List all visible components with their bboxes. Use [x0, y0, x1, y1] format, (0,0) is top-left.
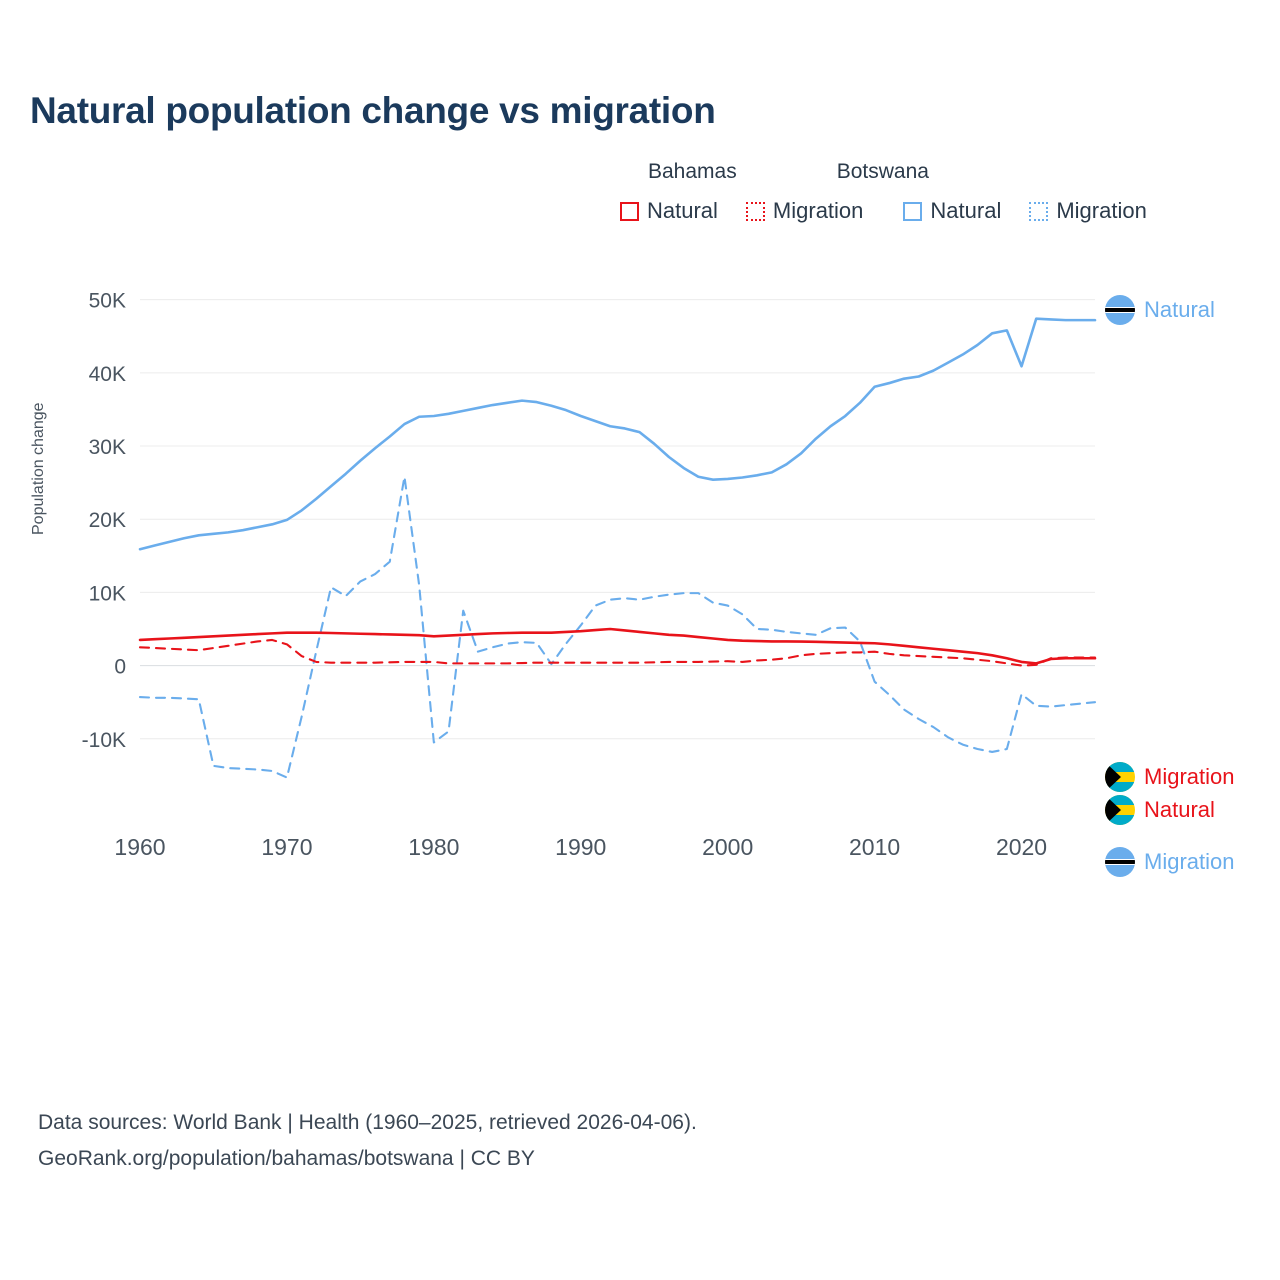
x-tick-label: 2010 — [849, 834, 901, 860]
end-label-text: Migration — [1144, 849, 1235, 874]
chart-plot-area — [0, 255, 1280, 1055]
legend-label: Migration — [1056, 198, 1147, 223]
legend-group-bahamas: Bahamas — [648, 160, 737, 183]
legend-label: Migration — [772, 198, 864, 223]
y-tick-label: 40K — [88, 362, 126, 386]
x-tick-label: 1980 — [408, 834, 460, 860]
end-label-botswana-natural — [1105, 295, 1215, 325]
y-tick-label: 20K — [88, 509, 126, 533]
legend-group-botswana: Botswana — [836, 160, 929, 183]
footer-line-sources: Data sources: World Bank | Health (1960–2025, retrieved 2026-04-06). — [38, 1111, 697, 1134]
x-tick-label: 1960 — [114, 834, 166, 860]
footer-line-attribution: GeoRank.org/population/bahamas/botswana | CC BY — [38, 1147, 535, 1170]
y-tick-label: 50K — [88, 289, 126, 313]
chart-footer — [38, 1105, 697, 1177]
y-tick-label: -10K — [81, 728, 126, 752]
bahamas-flag-icon — [1105, 762, 1135, 792]
end-label-text: Migration — [1144, 764, 1235, 789]
legend-swatch-dotted-icon — [746, 202, 765, 221]
legend-item-botswana-natural[interactable] — [903, 198, 1001, 224]
botswana-flag-icon — [1105, 847, 1135, 877]
end-label-bahamas-natural — [1105, 795, 1215, 825]
legend-item-bahamas-natural[interactable] — [620, 198, 718, 224]
end-label-bahamas-migration — [1105, 762, 1234, 792]
x-tick-label: 1990 — [555, 834, 607, 860]
end-label-text: Natural — [1144, 797, 1215, 822]
legend-label: Natural — [647, 198, 718, 223]
bahamas-flag-icon — [1105, 795, 1135, 825]
legend-swatch-solid-icon — [903, 202, 922, 221]
x-tick-label: 1970 — [261, 834, 313, 860]
x-tick-label: 2000 — [702, 834, 754, 860]
end-label-botswana-migration — [1105, 847, 1234, 877]
end-label-text: Natural — [1144, 297, 1215, 322]
y-tick-label: 0 — [114, 655, 126, 679]
series-line-botswana-natural — [140, 319, 1095, 550]
chart-legend — [620, 160, 1260, 224]
y-axis-title: Population change — [30, 402, 47, 535]
legend-swatch-dotted-icon — [1029, 202, 1048, 221]
legend-item-bahamas-migration[interactable] — [746, 198, 863, 224]
line-chart — [0, 255, 1280, 1075]
y-tick-label: 30K — [88, 436, 126, 460]
x-tick-label: 2020 — [995, 834, 1048, 860]
page-title: Natural population change vs migration — [30, 90, 716, 131]
botswana-flag-icon — [1105, 295, 1135, 325]
series-line-bahamas-migration — [140, 640, 1095, 666]
legend-label: Natural — [930, 198, 1002, 223]
legend-item-botswana-migration[interactable] — [1029, 198, 1146, 224]
legend-swatch-solid-icon — [620, 202, 639, 221]
y-tick-label: 10K — [88, 582, 126, 606]
